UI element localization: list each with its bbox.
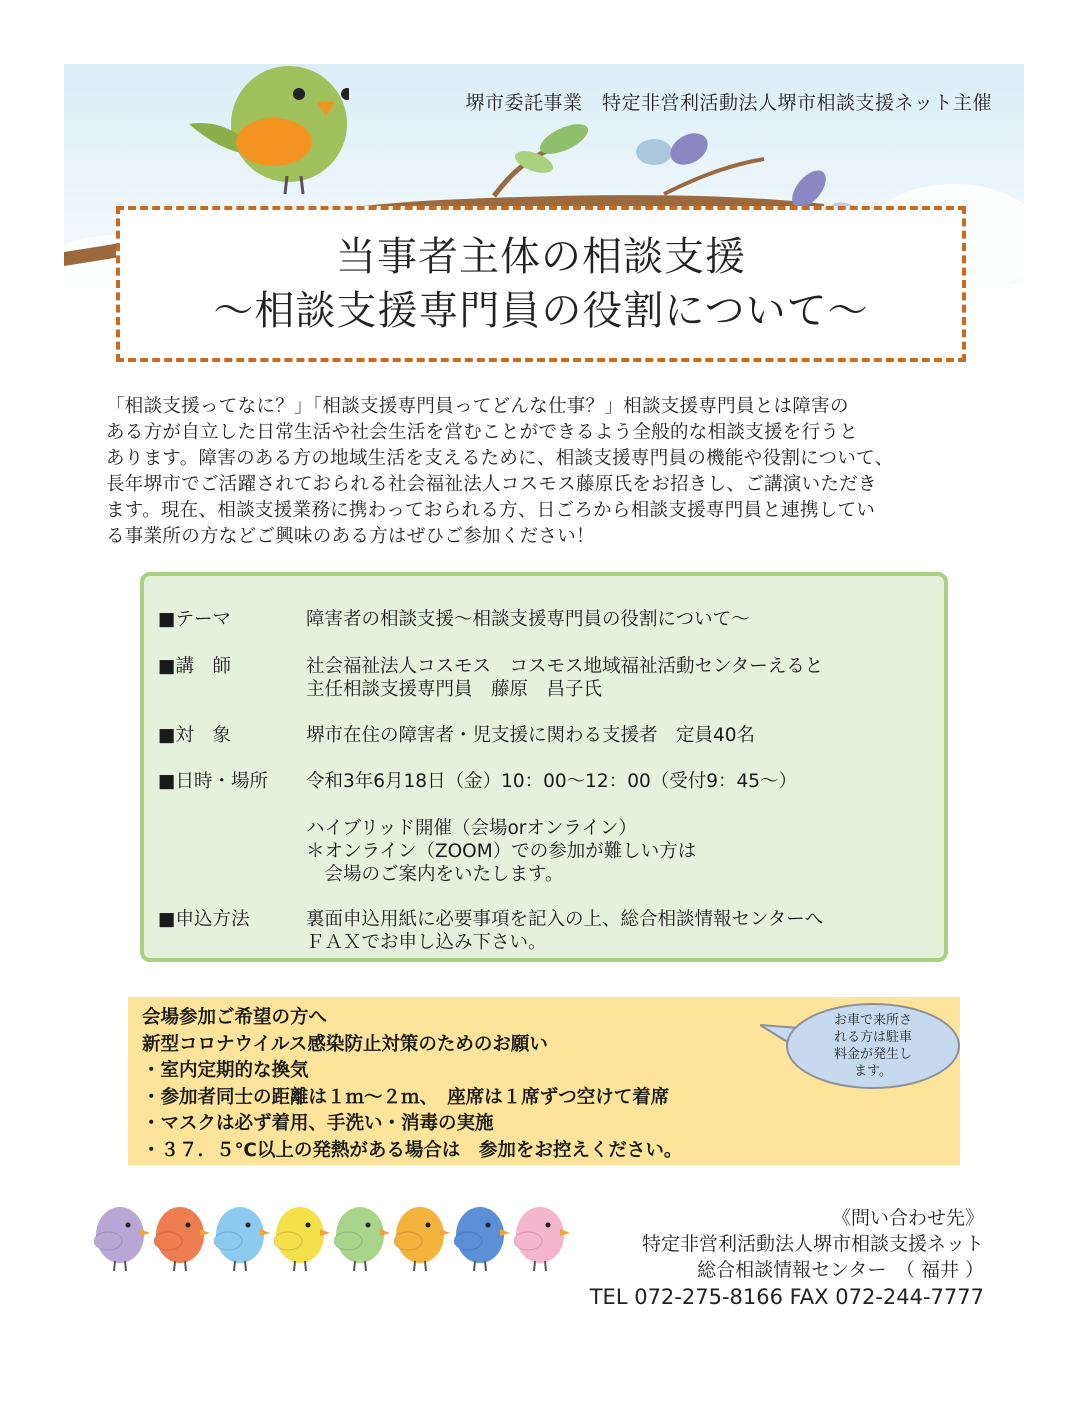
page-subtitle: ～相談支援専門員の役割について～ xyxy=(213,288,869,334)
page-title: 当事者主体の相談支援 xyxy=(336,234,746,280)
contact-heading: 《問い合わせ先》 xyxy=(831,1207,984,1229)
notice-item: ・参加者同士の距離は１ｍ～２ｍ、 座席は１席ずつ空けて着席 xyxy=(142,1086,670,1108)
sponsor-line: 堺市委託事業 特定非営利活動法人堺市相談支援ネット主催 xyxy=(465,92,992,114)
lecturer-value xyxy=(306,655,823,701)
apply-value xyxy=(306,908,823,954)
bubble-line: ます。 xyxy=(854,1064,892,1079)
datetime-value: 令和3年6月18日（金）10：00～12：00（受付9：45～） xyxy=(306,771,798,792)
contact-center: 総合相談情報センター （ 福井 ） xyxy=(697,1259,984,1281)
event-details-box xyxy=(140,572,948,962)
hybrid-line: ハイブリッド開催（会場orオンライン） xyxy=(306,818,637,839)
hybrid-line: 会場のご案内をいたします。 xyxy=(306,864,564,885)
bubble-line: れる方は駐車 xyxy=(833,1030,912,1045)
notice-heading: 会場参加ご希望の方へ xyxy=(142,1007,328,1028)
datetime-label: ■日時・場所 xyxy=(158,771,268,792)
theme-label: ■テーマ xyxy=(158,609,231,630)
notice-item: ・３７．５℃以上の発熱がある場合は 参加をお控えください。 xyxy=(142,1139,683,1161)
lecturer-line: 社会福祉法人コスモス コスモス地域福祉活動センターえると xyxy=(306,656,824,677)
lecturer-label: ■講 師 xyxy=(158,656,231,677)
small-bird-icon xyxy=(334,1207,390,1271)
small-bird-icon xyxy=(154,1207,210,1271)
notice-item: ・室内定期的な換気 xyxy=(142,1060,309,1081)
title-box xyxy=(116,206,966,362)
intro-line: 長年堺市でご活躍されておられる社会福祉法人コスモス藤原氏をお招きし、ご講演いただき xyxy=(106,474,877,495)
intro-line: る事業所の方などご興味のある方はぜひご参加ください！ xyxy=(106,526,595,547)
apply-label: ■申込方法 xyxy=(158,909,250,930)
bird-row-illustration xyxy=(90,1195,590,1275)
small-bird-icon xyxy=(94,1207,150,1271)
bird-icon xyxy=(189,64,349,204)
intro-paragraph xyxy=(106,394,1006,550)
intro-line: ある方が自立した日常生活や社会生活を営むことができるよう全般的な相談支援を行うと xyxy=(106,422,859,443)
notice-item: ・マスクは必ず着用、手洗い・消毒の実施 xyxy=(142,1113,494,1134)
bubble-line: お車で来所さ xyxy=(833,1013,912,1028)
target-value: 堺市在住の障害者・児支援に関わる支援者 定員40名 xyxy=(306,725,756,746)
parking-note-bubble xyxy=(786,1003,960,1089)
theme-value: 障害者の相談支援～相談支援専門員の役割について～ xyxy=(306,609,750,630)
contact-phone-fax: TEL 072-275-8166 FAX 072-244-7777 xyxy=(589,1285,984,1309)
small-bird-icon xyxy=(214,1207,270,1271)
bubble-line: 料金が発生し xyxy=(833,1047,912,1062)
notice-subheading: 新型コロナウイルス感染防止対策のためのお願い xyxy=(142,1033,548,1055)
target-label: ■対 象 xyxy=(158,725,231,746)
small-bird-icon xyxy=(454,1207,510,1271)
small-bird-icon xyxy=(514,1207,570,1271)
hybrid-line: ＊オンライン（ZOOM）での参加が難しい方は xyxy=(306,841,697,862)
intro-line: 「相談支援ってなに？」「相談支援専門員ってどんな仕事？」相談支援専門員とは障害の xyxy=(106,396,849,417)
hybrid-info xyxy=(306,817,696,886)
contact-organization: 特定非営利活動法人堺市相談支援ネット xyxy=(641,1233,984,1255)
lecturer-line: 主任相談支援専門員 藤原 昌子氏 xyxy=(306,679,603,700)
apply-line: ＦＡＸでお申し込み下さい。 xyxy=(306,932,547,953)
small-bird-icon xyxy=(394,1207,450,1271)
apply-line: 裏面申込用紙に必要事項を記入の上、総合相談情報センターへ xyxy=(306,909,824,930)
intro-line: ます。現在、相談支援業務に携わっておられる方、日ごろから相談支援専門員と連携してい xyxy=(106,500,876,521)
small-bird-icon xyxy=(274,1207,330,1271)
intro-line: あります。障害のある方の地域生活を支えるために、相談支援専門員の機能や役割について、 xyxy=(106,448,894,469)
contact-block xyxy=(590,1205,984,1311)
